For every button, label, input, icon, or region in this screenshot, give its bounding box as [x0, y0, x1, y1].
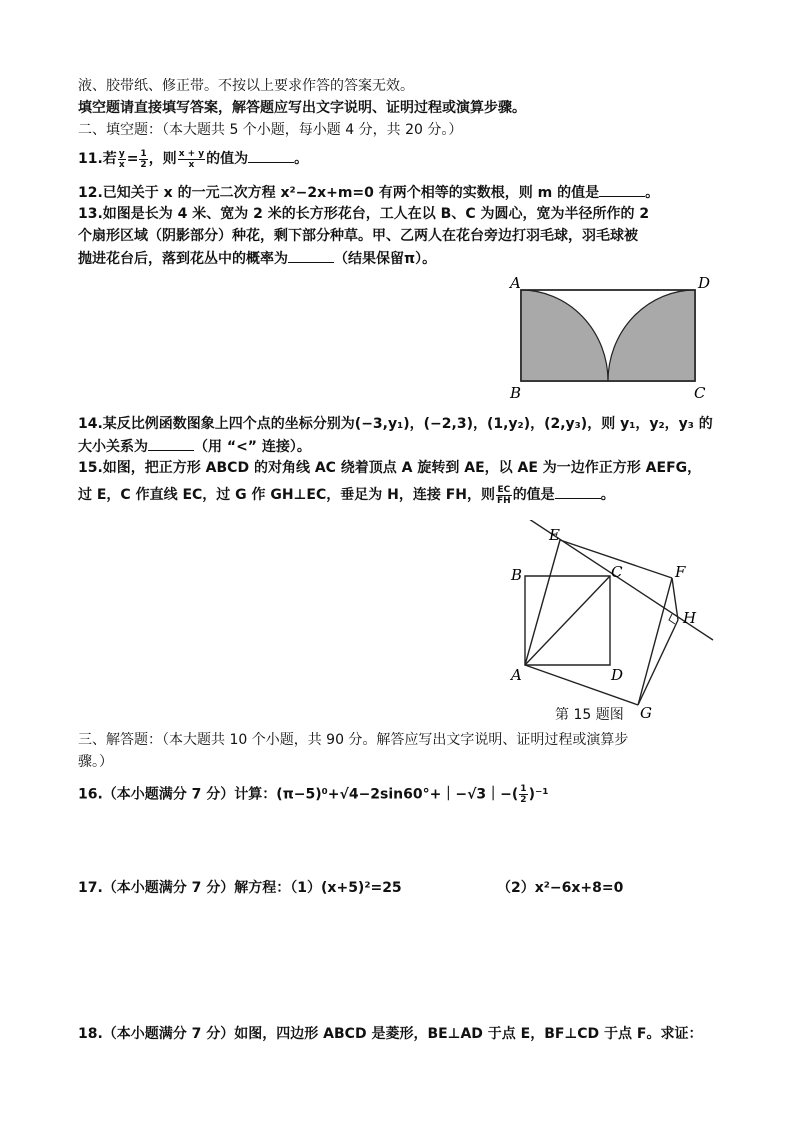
- question-12: 12.已知关于 x 的一元二次方程 x²−2x+m=0 有两个相等的实数根，则 m 的值是 。: [78, 182, 659, 203]
- label-a: A: [511, 666, 522, 684]
- question-18: 18.（本小题满分 7 分）如图，四边形 ABCD 是菱形，BE⊥AD 于点 E，BF⊥CD 于点 F。求证：: [78, 1026, 703, 1042]
- vertex-label-b: B: [510, 384, 522, 402]
- right-angle-mark: [669, 614, 675, 624]
- label-e: E: [549, 526, 560, 544]
- section-3-heading-line-2: 骤。）: [78, 754, 113, 770]
- vertex-label-a: A: [510, 274, 521, 292]
- label-f: F: [675, 563, 686, 581]
- question-14-line-2: 大小关系为 （用 “<” 连接）。: [78, 436, 311, 457]
- answer-blank: [248, 148, 294, 163]
- question-13-line-2: 个扇形区域（阴影部分）种花，剩下部分种草。甲、乙两人在花台旁边打羽毛球，羽毛球被: [78, 228, 638, 244]
- section-3-heading-line-1: 三、解答题：（本大题共 10 个小题，共 90 分。解答应写出文字说明、证明过程或演算步: [78, 732, 629, 748]
- question-13-line-3: 抛进花台后，落到花丛中的概率为 （结果保留π）。: [78, 248, 436, 269]
- figure-15-caption: 第 15 题图: [555, 707, 624, 723]
- question-17-part-2: （2）x²−6x+8=0: [497, 880, 624, 896]
- intro-line-1: 液、胶带纸、修正带。不按以上要求作答的答案无效。: [78, 78, 414, 94]
- vertex-label-c: C: [694, 384, 706, 402]
- label-b: B: [511, 566, 523, 584]
- q11-prefix: 11.若: [78, 151, 117, 167]
- question-11: 11.若 $\frac{y}{x}$ = $\frac{1}{2}$ ，则 $\frac{x + y}{x}$ 的值为 。: [78, 148, 309, 170]
- q11-fraction-half: $\frac{1}{2}$: [140, 148, 147, 170]
- answer-blank: [555, 484, 601, 499]
- label-h: H: [683, 609, 697, 627]
- label-g: G: [640, 704, 652, 722]
- q16-fraction-half: $\frac{1}{2}$: [520, 784, 527, 805]
- question-14-line-1: 14.某反比例函数图象上四个点的坐标分别为(−3,y₁)，(−2,3)，(1,y₂)，(2,y₃)，则 y₁，y₂，y₃ 的: [78, 416, 713, 432]
- question-13-line-1: 13.如图是长为 4 米、宽为 2 米的长方形花台，工人在以 B、C 为圆心，宽为半径所作的 2: [78, 206, 650, 222]
- q11-fraction-expression: $\frac{x + y}{x}$: [178, 148, 205, 170]
- question-15-line-1: 15.如图，把正方形 ABCD 的对角线 AC 绕着顶点 A 旋转到 AE，以 AE 为一边作正方形 AEFG，: [78, 460, 702, 476]
- answer-blank: [148, 436, 194, 451]
- answer-blank: [288, 248, 334, 263]
- q15-fraction-ec-over-fh: $\frac{EC}{FH}$: [497, 484, 511, 506]
- question-15-line-2: 过 E，C 作直线 EC，过 G 作 GH⊥EC，垂足为 H，连接 FH，则 $\frac{EC}{FH}$ 的值是 。: [78, 484, 615, 506]
- section-2-heading: 二、填空题：（本大题共 5 个小题，每小题 4 分，共 20 分。）: [78, 122, 463, 138]
- question-16: 16.（本小题满分 7 分）计算：(π−5)⁰+√4−2sin60°+｜−√3｜−( $\frac{1}{2}$ )⁻¹: [78, 784, 549, 805]
- question-17-part-1: 17.（本小题满分 7 分）解方程：（1）(x+5)²=25: [78, 880, 402, 896]
- intro-line-2: 填空题请直接填写答案，解答题应写出文字说明、证明过程或演算步骤。: [78, 100, 526, 116]
- q11-fraction-y-over-x: $\frac{y}{x}$: [118, 148, 125, 170]
- answer-blank: [599, 182, 645, 197]
- figure-13-flowerbed: [500, 268, 720, 408]
- segment-fg: [638, 578, 672, 705]
- figure-15-rotated-squares: [505, 520, 725, 725]
- vertex-label-d: D: [698, 274, 711, 292]
- label-d: D: [611, 666, 624, 684]
- label-c: C: [611, 563, 623, 581]
